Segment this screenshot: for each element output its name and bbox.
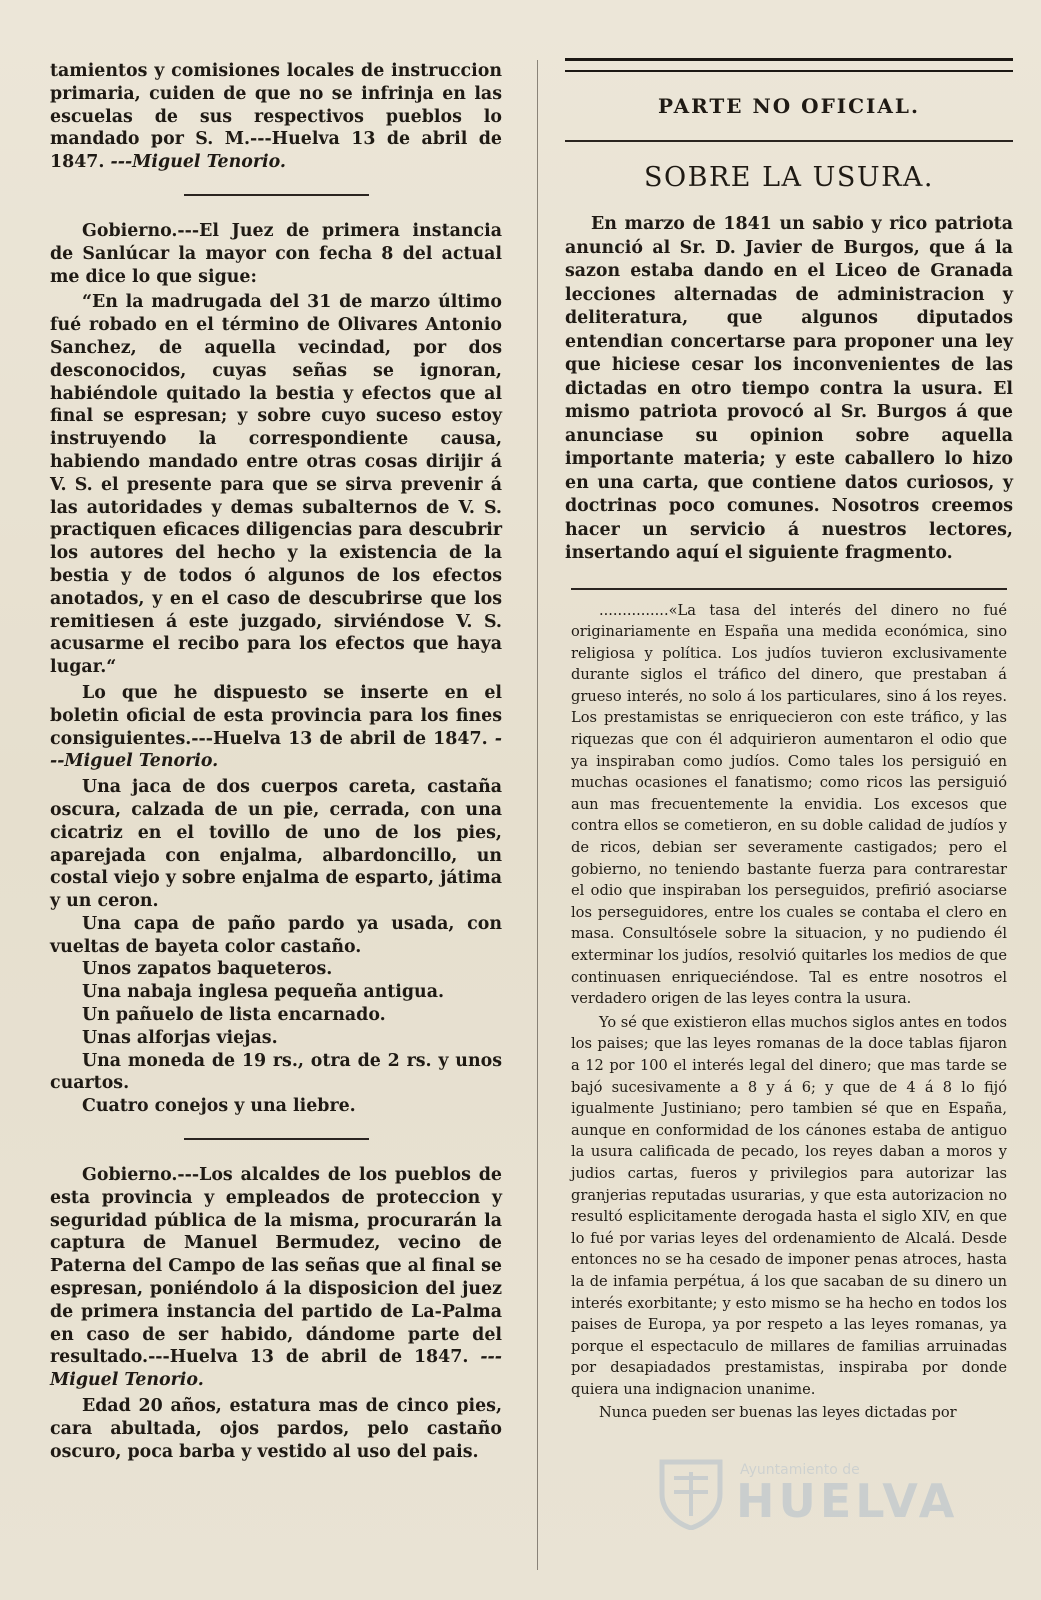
separator-rule xyxy=(184,194,369,196)
notice2-para1: Gobierno.---Los alcaldes de los pueblos de esta provincia y empleados de proteccion y seguridad pública de la misma, procurarán la captura de Manuel Bermudez, vecino de Paterna del Campo de las señas que al final se espresan, poniéndolo á la disposicion del juez de primera instancia del partido de La-Palma en caso de ser habido, dándome parte del resultado.---Huelva 13 de abril de 1847. ---Miguel Tenorio. xyxy=(50,1165,502,1391)
opening-paragraph: tamientos y comisiones locales de instruccion primaria, cuiden de que no se infrinja en las escuelas de sus respectivos pueblos lo mandado por S. M.---Huelva 13 de abril de 1847. ---Miguel Tenorio. xyxy=(50,61,502,173)
article-title: SOBRE LA USURA. xyxy=(643,162,935,193)
opening-signature: ---Miguel Tenorio. xyxy=(110,152,286,173)
list-item: Una jaca de dos cuerpos careta, castaña oscura, calzada de un pie, cerrada, con una cicatriz en el tovillo de uno de los pies, aparejada con enjalma, albardoncillo, un costal viejo y sobre enjalma de esparto, játima y un ceron. xyxy=(50,777,502,912)
article-intro: En marzo de 1841 un sabio y rico patriota anunció al Sr. D. Javier de Burgos, que á la sazon estaba dando en el Liceo de Granada lecciones alternadas de administracion y deliteratura, que algunos diputados entendian concertarse para proponer una ley que hiciese cesar los inconvenientes de las dictadas en otro tiempo contra la usura. El mismo patriota provocó al Sr. Burgos á que anunciase su opinion sobre aquella importante materia; y este caballero lo hizo en una carta, que contiene datos curiosos, y doctrinas poco comunes. Nosotros creemos hacer un servicio á nuestros lectores, insertando aquí el siguiente fragmento. xyxy=(565,214,1013,563)
quote-paragraph: Nunca pueden ser buenas las leyes dictadas por xyxy=(599,1404,957,1422)
notice1-para3: Lo que he dispuesto se inserte en el boletin oficial de esta provincia para los fines consiguientes.---Huelva 13 de abril de 1847. ---Miguel Tenorio. xyxy=(50,682,502,772)
quote-paragraph: Yo sé que existieron ellas muchos siglos antes en todos los paises; que las leyes romanas de la doce tablas fijaron a 12 por 100 el interés legal del dinero; que mas tarde se bajó sucesivamente a 8 y á 6; y que de 4 á 8 lo fijó igualmente Justiniano; pero tambien sé que en España, aunque en conformidad de los cánones estaba de antiguo la usura calificada de pecado, los reyes daban a moros y judios cartas, fueros y privilegios para autorizar las granjerias reputadas usurarias, y que esta autorizacion no resultó esplicitamente derogada hasta el siglo XIV, en que lo fué por varias leyes del ordenamiento de Alcalá. Desde entonces no se ha cesado de imponer penas atroces, hasta la de infamia perpétua, á los que sacaban de su dinero un interés exorbitante; y esto mismo se ha hecho en todos los paises de Europa, ya por respeto a las leyes romanas, ya porque el espectaculo de millares de familias arruinadas por desapiadados prestamistas, inspiraba por donde quiera una indignacion unanime. xyxy=(571,1013,1007,1398)
left-column xyxy=(50,60,502,1466)
quoted-fragment xyxy=(571,588,1007,1425)
list-item: Una nabaja inglesa pequeña antigua. xyxy=(82,982,445,1003)
shield-icon xyxy=(658,1458,724,1530)
thin-rule xyxy=(565,140,1013,142)
column-divider xyxy=(537,60,538,1570)
section-label: PARTE NO OFICIAL. xyxy=(658,94,920,118)
list-item: Unas alforjas viejas. xyxy=(82,1027,278,1048)
archive-watermark xyxy=(640,1452,959,1532)
list-item: Cuatro conejos y una liebre. xyxy=(82,1096,356,1117)
quote-paragraph: ...............«La tasa del interés del dinero no fué originariamente en España una medida económica, sino religiosa y política. Los judíos tuvieron exclusivamente durante siglos el tráfico del dinero, que prestaban á grueso interés, no solo á los particulares, sino á los reyes. Los prestamistas se enriquecieron con este tráfico, y las riquezas que con él adquirieron aumentaron el odio que ya inspiraban como judíos. Como tales los persiguió en muchas ocasiones el fanatismo; como ricos las persiguió aun mas frecuentemente la envidia. Los excesos que contra ellos se cometieron, en su doble calidad de judíos y de ricos, debian ser severamente castigados; pero el gobierno, no teniendo bastante fuerza para contrarestar el odio que inspiraban los perseguidos, prefirió asociarse los perseguidores, entre los cuales se contaba el clero en masa. Consultósele sobre la situacion, y no pudiendo él exterminar los judíos, resolvió quitarles los medios de que continuasen enriqueciéndose. Tal es entre nosotros el verdadero origen de las leyes contra la usura. xyxy=(571,601,1007,1008)
heavy-rule xyxy=(565,58,1013,72)
list-item: Una moneda de 19 rs., otra de 2 rs. y unos cuartos. xyxy=(50,1050,502,1094)
list-item: Un pañuelo de lista encarnado. xyxy=(82,1005,386,1026)
watermark-big-text: HUELVA xyxy=(736,1474,959,1528)
right-column xyxy=(565,58,1013,1426)
notice1-signature: ---Miguel Tenorio. xyxy=(50,728,502,772)
notice2-para2: Edad 20 años, estatura mas de cinco pies, cara abultada, ojos pardos, pelo castaño oscuro, poca barba y vestido al uso del pais. xyxy=(50,1396,502,1462)
notice1-para2: “En la madrugada del 31 de marzo último fué robado en el término de Olivares Antonio Sanchez, de aquella vecindad, por dos desconocidos, cuyas señas se ignoran, habiéndole quitado la bestia y efectos que al final se espresan; y sobre cuyo suceso estoy instruyendo la correspondiente causa, habiendo mandado entre otras cosas dirijir á V. S. el presente para que se sirva prevenir á las autoridades y demas subalternos de V. S. practiquen eficaces diligencias para descubrir los autores del hecho y la existencia de la bestia y de todos ó algunos de los efectos anotados, y en el caso de descubrirse que los remitiesen á este juzgado, sirviéndose V. S. acusarme el recibo para los efectos que haya lugar.“ xyxy=(50,292,502,678)
watermark-small-text: Ayuntamiento de xyxy=(740,1462,860,1478)
list-item: Unos zapatos baqueteros. xyxy=(82,959,333,980)
separator-rule xyxy=(184,1138,369,1140)
list-item: Una capa de paño pardo ya usada, con vueltas de bayeta color castaño. xyxy=(50,913,502,957)
notice2-signature: ---Miguel Tenorio. xyxy=(50,1347,502,1391)
notice1-para1: Gobierno.---El Juez de primera instancia de Sanlúcar la mayor con fecha 8 del actual me dice lo que sigue: xyxy=(50,220,502,287)
